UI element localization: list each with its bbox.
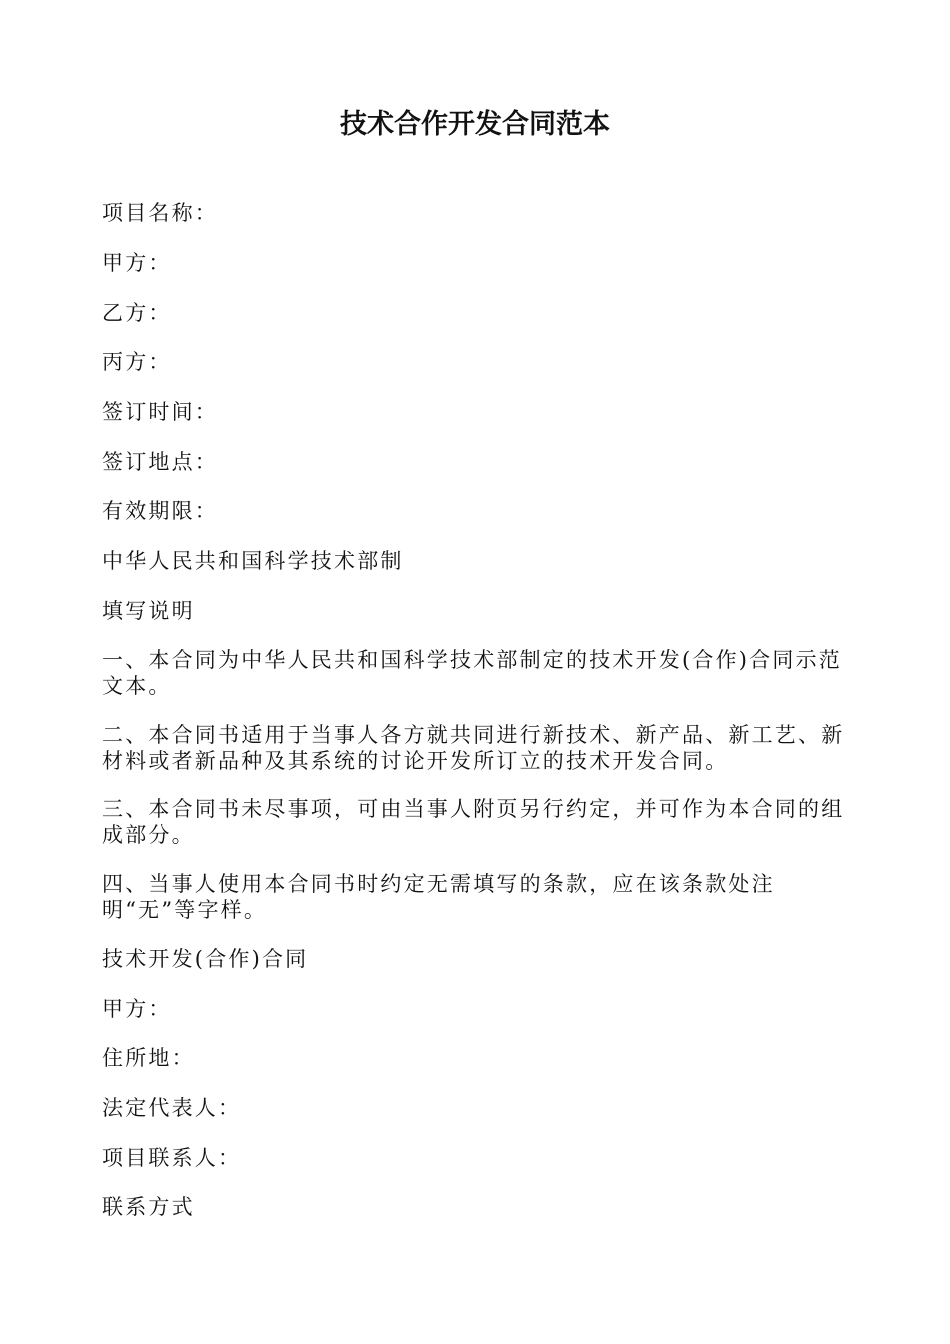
section-contact-method: 联系方式 <box>102 1195 195 1219</box>
field-valid-period: 有效期限： <box>102 499 218 523</box>
field-party-b: 乙方： <box>102 301 172 325</box>
instruction-item-2: 二、本合同书适用于当事人各方就共同进行新技术、新产品、新工艺、新材料或者新品种及其系统的讨论开发所订立的技术开发合同。 <box>102 723 845 773</box>
contract-heading: 技术开发(合作)合同 <box>102 947 309 971</box>
field-party-a: 甲方： <box>102 251 172 275</box>
field-project-name: 项目名称： <box>102 201 218 225</box>
section-project-contact: 项目联系人： <box>102 1146 242 1170</box>
field-sign-time: 签订时间： <box>102 400 218 424</box>
section-address: 住所地： <box>102 1046 195 1070</box>
section-legal-rep: 法定代表人： <box>102 1096 242 1120</box>
instruction-item-3: 三、本合同书未尽事项，可由当事人附页另行约定，并可作为本合同的组成部分。 <box>102 797 845 847</box>
instruction-item-1: 一、本合同为中华人民共和国科学技术部制定的技术开发(合作)合同示范文本。 <box>102 648 842 698</box>
issuer-line: 中华人民共和国科学技术部制 <box>102 549 404 573</box>
field-party-c: 丙方： <box>102 350 172 374</box>
instructions-heading: 填写说明 <box>102 599 195 623</box>
field-sign-place: 签订地点： <box>102 450 218 474</box>
document-title: 技术合作开发合同范本 <box>340 109 610 140</box>
section-party-a: 甲方： <box>102 997 172 1021</box>
instruction-item-4: 四、当事人使用本合同书时约定无需填写的条款，应在该条款处注明“无”等字样。 <box>102 872 775 922</box>
